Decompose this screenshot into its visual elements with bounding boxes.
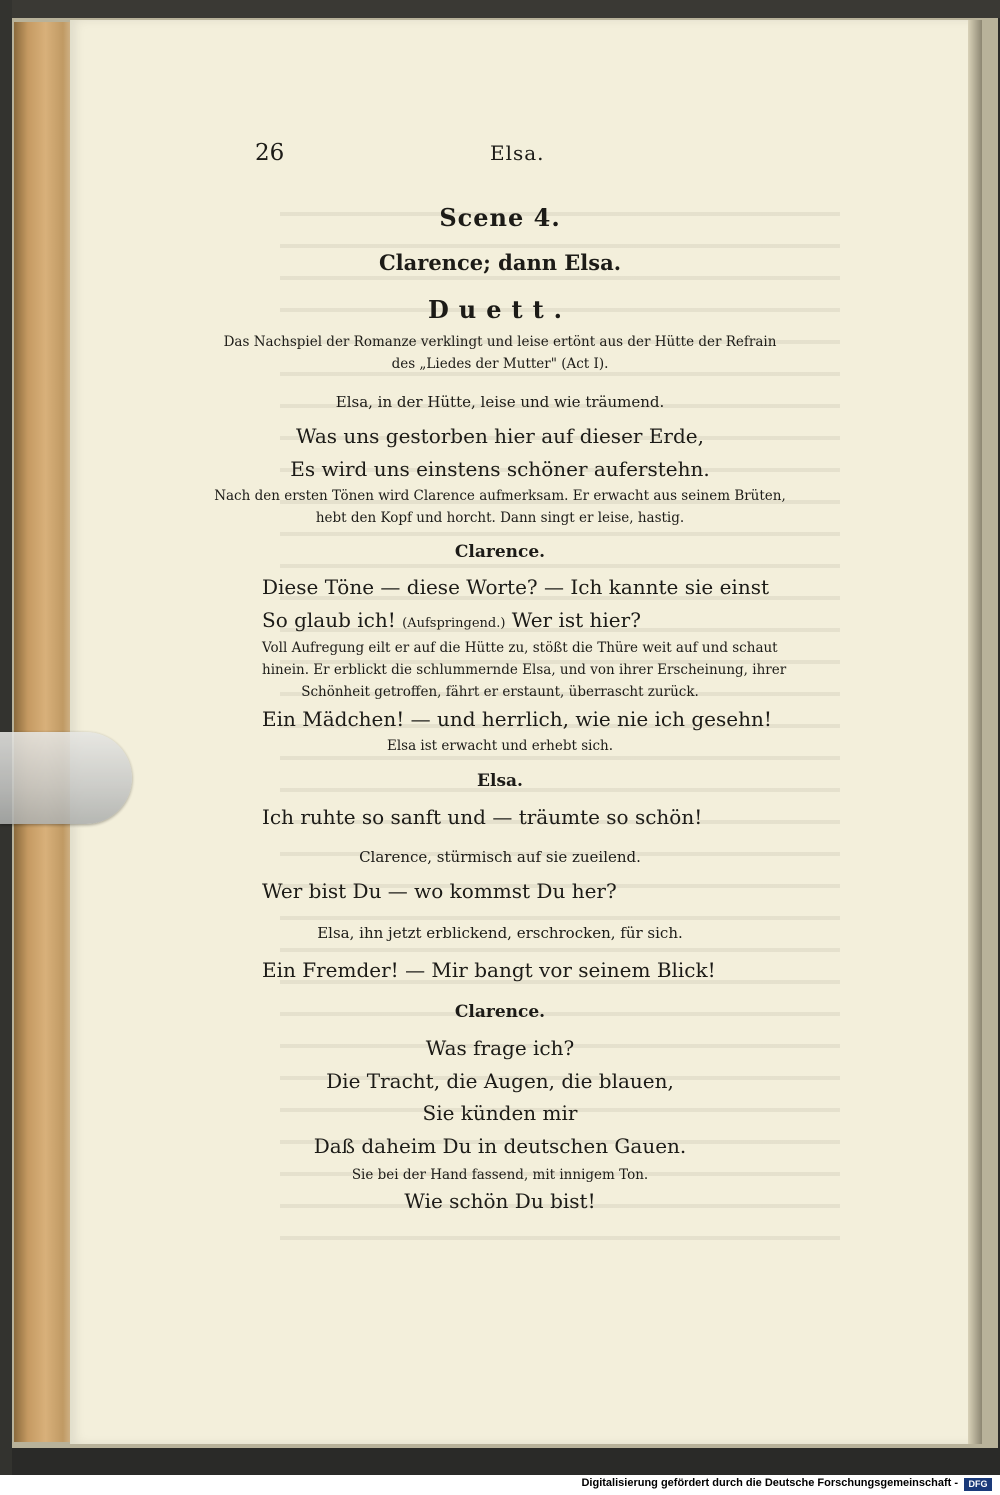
- verse-line: Wie schön Du bist!: [404, 1189, 596, 1213]
- stage-direction: Sie bei der Hand fassend, mit innigem Ton.: [351, 1167, 649, 1183]
- verse-fragment: Wer ist hier?: [511, 608, 641, 632]
- verse-line: Die Tracht, die Augen, die blauen,: [326, 1069, 674, 1093]
- page-gutter-shadow: [968, 20, 982, 1444]
- section-title: Duett.: [427, 295, 573, 324]
- speaker-name: Clarence.: [454, 1002, 546, 1022]
- scan-top-edge: [0, 0, 1000, 18]
- verse-line: [262, 608, 641, 632]
- verse-line: Was uns gestorben hier auf dieser Erde,: [296, 424, 704, 448]
- verse-line: Sie künden mir: [422, 1101, 578, 1125]
- stage-direction: Voll Aufregung eilt er auf die Hütte zu, stößt die Thüre weit auf und schaut: [262, 640, 778, 656]
- verse-line: Ein Fremder! — Mir bangt vor seinem Blick!: [262, 958, 716, 982]
- stage-direction: Schönheit getroffen, fährt er erstaunt, überrascht zurück.: [301, 684, 699, 700]
- verse-line: Es wird uns einstens schöner auferstehn.: [290, 457, 710, 481]
- scene-title: Scene 4.: [439, 203, 561, 232]
- verse-line: Daß daheim Du in deutschen Gauen.: [313, 1134, 687, 1158]
- speaker-direction: Elsa, in der Hütte, leise und wie träumend.: [335, 393, 665, 411]
- verse-line: Ich ruhte so sanft und — träumte so schön!: [262, 805, 703, 829]
- stage-direction: hinein. Er erblickt die schlummernde Elsa, und von ihrer Erscheinung, ihrer: [262, 662, 787, 678]
- speaker-name: Elsa.: [477, 771, 523, 791]
- page-turn-slider-handle[interactable]: [0, 732, 132, 824]
- stage-direction: Elsa ist erwacht und erhebt sich.: [386, 738, 614, 754]
- inline-direction: (Aufspringend.): [402, 616, 506, 631]
- running-head: Elsa.: [490, 141, 545, 165]
- footer-credit: Digitalisierung gefördert durch die Deutsche Forschungsgemeinschaft -: [581, 1477, 958, 1489]
- verse-line: Ein Mädchen! — und herrlich, wie nie ich gesehn!: [262, 707, 772, 731]
- stage-direction: Nach den ersten Tönen wird Clarence aufmerksam. Er erwacht aus seinem Brüten,: [214, 488, 786, 504]
- digitization-footer: [0, 1475, 1000, 1495]
- verse-line: Was frage ich?: [425, 1036, 575, 1060]
- stage-direction: Das Nachspiel der Romanze verklingt und leise ertönt aus der Hütte der Refrain: [223, 334, 777, 350]
- verse-line: Diese Töne — diese Worte? — Ich kannte sie einst: [262, 575, 770, 599]
- speaker-direction: Clarence, stürmisch auf sie zueilend.: [359, 848, 641, 866]
- stage-direction: hebt den Kopf und horcht. Dann singt er leise, hastig.: [315, 510, 685, 526]
- stage-direction: des „Liedes der Mutter" (Act I).: [391, 356, 609, 372]
- verse-fragment: So glaub ich!: [262, 608, 396, 632]
- page-number: 26: [255, 140, 285, 166]
- speaker-name: Clarence.: [454, 542, 546, 562]
- scene-characters: Clarence; dann Elsa.: [378, 250, 622, 275]
- verse-line: Wer bist Du — wo kommst Du her?: [262, 879, 617, 903]
- dfg-logo-icon: DFG: [964, 1478, 992, 1491]
- speaker-direction: Elsa, ihn jetzt erblickend, erschrocken, für sich.: [317, 924, 683, 942]
